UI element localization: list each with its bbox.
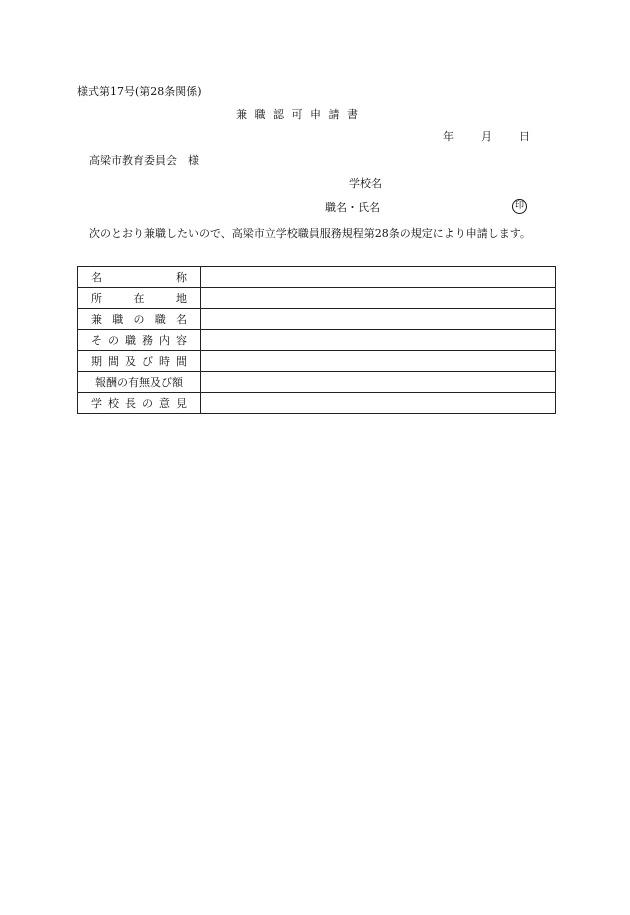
date-year-label: 年: [443, 130, 454, 143]
label-char: 額: [172, 376, 183, 389]
label-char: そ: [91, 334, 102, 347]
table-row: [78, 330, 556, 351]
row-label: [91, 290, 187, 306]
label-char: 地: [176, 292, 187, 305]
label-char: 報: [95, 376, 106, 389]
row-label: [91, 353, 187, 369]
addressee: 高梁市教育委員会 様: [89, 154, 199, 167]
label-char: の: [108, 334, 119, 347]
table-row: [78, 372, 556, 393]
row-label: [91, 269, 187, 285]
label-char: 意: [159, 397, 170, 410]
label-char: び: [142, 355, 153, 368]
row-value-cell[interactable]: [201, 267, 556, 288]
row-label-cell: [78, 267, 201, 288]
label-char: 職: [112, 313, 124, 326]
row-value-cell[interactable]: [201, 309, 556, 330]
label-char: 務: [142, 334, 153, 347]
date-month-label: 月: [481, 130, 492, 143]
school-name-label: 学校名: [349, 177, 382, 190]
row-label: [91, 311, 187, 327]
row-label-cell: [78, 393, 201, 414]
label-char: 及: [125, 355, 136, 368]
label-char: 期: [91, 355, 102, 368]
applicant-name-label: 職名・氏名: [325, 201, 380, 214]
table-row: [78, 267, 556, 288]
table-row: [78, 309, 556, 330]
row-label-cell: [78, 351, 201, 372]
application-table: [77, 266, 556, 414]
label-char: 称: [176, 271, 187, 284]
label-char: 見: [176, 397, 187, 410]
seal-mark: 印: [512, 199, 527, 214]
label-char: 名: [176, 313, 187, 326]
label-char: 酬: [106, 376, 117, 389]
row-value-cell[interactable]: [201, 288, 556, 309]
row-label-cell: [78, 372, 201, 393]
label-char: び: [161, 376, 172, 389]
label-char: 学: [91, 397, 102, 410]
body-text: 次のとおり兼職したいので、高梁市立学校職員服務規程第28条の規定により申請します。: [89, 227, 531, 240]
row-label-cell: [78, 309, 201, 330]
label-char: 兼: [91, 313, 102, 326]
form-number: 様式第17号(第28条関係): [77, 85, 202, 98]
label-char: 在: [133, 292, 145, 305]
label-char: の: [142, 397, 153, 410]
row-label: [91, 374, 187, 390]
label-char: 時: [159, 355, 170, 368]
label-char: 容: [176, 334, 187, 347]
label-char: の: [117, 376, 128, 389]
row-value-cell[interactable]: [201, 351, 556, 372]
label-char: 校: [108, 397, 119, 410]
row-label: [91, 395, 187, 411]
label-char: 名: [91, 271, 102, 284]
label-char: の: [133, 313, 145, 326]
label-char: 及: [150, 376, 161, 389]
label-char: 有: [128, 376, 139, 389]
date-line: [443, 131, 530, 142]
label-char: 職: [125, 334, 136, 347]
row-value-cell[interactable]: [201, 372, 556, 393]
label-char: 間: [108, 355, 119, 368]
row-value-cell[interactable]: [201, 330, 556, 351]
table-row: [78, 351, 556, 372]
table-row: [78, 288, 556, 309]
label-char: 職: [154, 313, 166, 326]
label-char: 所: [91, 292, 102, 305]
row-label-cell: [78, 330, 201, 351]
label-char: 間: [176, 355, 187, 368]
row-value-cell[interactable]: [201, 393, 556, 414]
label-char: 内: [159, 334, 170, 347]
label-char: 無: [139, 376, 150, 389]
table-row: [78, 393, 556, 414]
page-title: 兼職認可申請書: [236, 108, 366, 121]
date-day-label: 日: [519, 130, 530, 143]
row-label-cell: [78, 288, 201, 309]
label-char: 長: [125, 397, 136, 410]
row-label: [91, 332, 187, 348]
